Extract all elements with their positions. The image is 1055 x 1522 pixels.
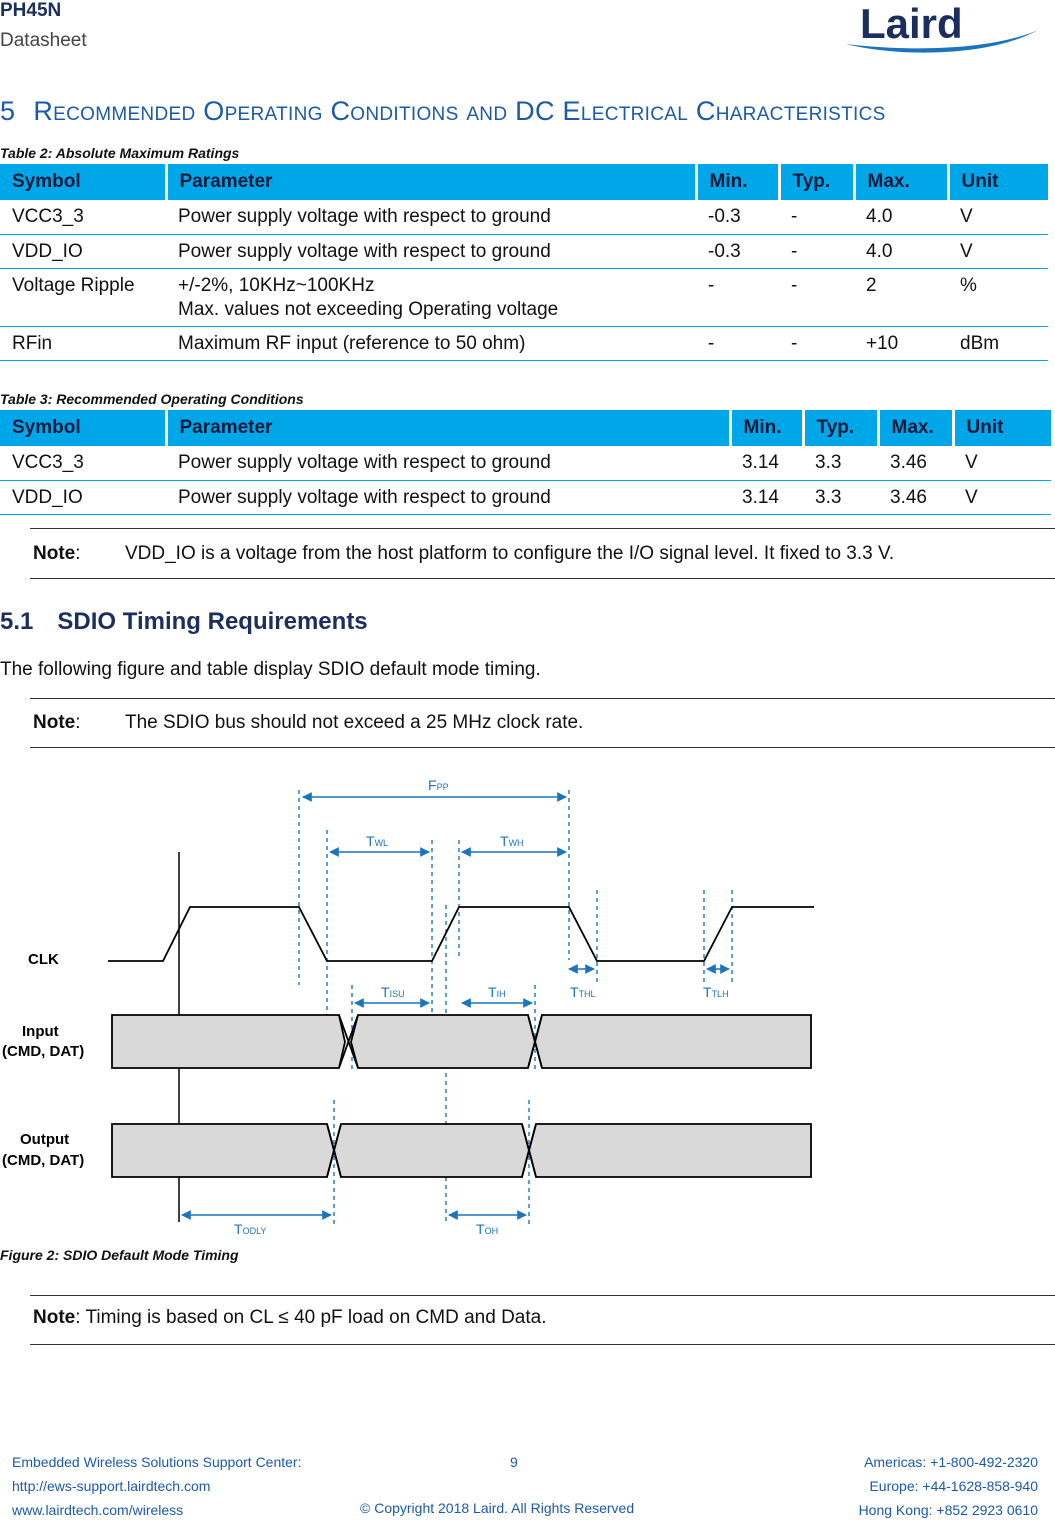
phone-europe: Europe: +44-1628-858-940 <box>869 1478 1038 1494</box>
intro-paragraph: The following figure and table display SDIO default mode timing. <box>0 659 541 680</box>
table-row: VDD_IO Power supply voltage with respect to ground 3.14 3.3 3.46 V <box>0 480 1051 514</box>
footer-left <box>12 1450 301 1522</box>
support-link[interactable]: http://ews-support.lairdtech.com <box>12 1478 211 1494</box>
signal-input: Input <box>22 1023 59 1040</box>
divider <box>30 747 1055 748</box>
col-typ: Typ. <box>803 410 878 446</box>
col-max: Max. <box>854 164 948 200</box>
document-type: Datasheet <box>0 30 87 51</box>
subsection-heading: 5.1 SDIO Timing Requirements <box>0 608 368 635</box>
signal-output-sub: (CMD, DAT) <box>2 1152 85 1169</box>
signal-clk: CLK <box>28 951 59 968</box>
col-min: Min. <box>696 164 779 200</box>
col-max: Max. <box>878 410 953 446</box>
footer-contacts <box>859 1450 1038 1522</box>
col-parameter: Parameter <box>166 164 696 200</box>
table-row: RFin Maximum RF input (reference to 50 ohm) - - +10 dBm <box>0 326 1048 360</box>
col-min: Min. <box>730 410 803 446</box>
col-parameter: Parameter <box>166 410 730 446</box>
label-tisu: TISU <box>381 984 405 1000</box>
figure-caption: Figure 2: SDIO Default Mode Timing <box>0 1247 239 1263</box>
sdio-timing-diagram <box>0 770 840 1240</box>
col-typ: Typ. <box>779 164 854 200</box>
table-row: VCC3_3 Power supply voltage with respect to ground -0.3 - 4.0 V <box>0 200 1048 234</box>
page-number: 9 <box>510 1454 518 1470</box>
label-fpp: FPP <box>428 777 449 793</box>
label-twh: TWH <box>500 833 524 849</box>
label-twl: TWL <box>366 833 389 849</box>
divider <box>30 1344 1055 1345</box>
divider <box>30 578 1055 579</box>
operating-conditions-table <box>0 410 1051 515</box>
copyright: © Copyright 2018 Laird. All Rights Reserved <box>360 1500 635 1516</box>
table-row: Voltage Ripple +/-2%, 10KHz~100KHz Max. values not exceeding Operating voltage - - 2 % <box>0 268 1048 326</box>
website-link[interactable]: www.lairdtech.com/wireless <box>12 1502 184 1518</box>
absolute-max-table <box>0 164 1048 361</box>
label-ttlh: TTLH <box>703 984 729 1000</box>
label-todly: TODLY <box>234 1221 267 1237</box>
support-center: Embedded Wireless Solutions Support Center: <box>12 1454 302 1470</box>
divider <box>30 698 1055 699</box>
label-tih: TIH <box>488 984 506 1000</box>
note-vddio: Note: VDD_IO is a voltage from the host platform to configure the I/O signal level. It fixed to 3.3 V. <box>33 543 895 564</box>
table2-caption: Table 2: Absolute Maximum Ratings <box>0 145 240 161</box>
divider <box>30 528 1055 529</box>
label-toh: TOH <box>476 1221 499 1237</box>
col-symbol: Symbol <box>0 164 166 200</box>
section-heading: 5 Recommended Operating Conditions and DC Electrical Characteristics <box>0 96 886 126</box>
table-header-row <box>0 410 1051 446</box>
logo-text: Laird <box>860 0 963 47</box>
table-header-row <box>0 164 1048 200</box>
table-row: VCC3_3 Power supply voltage with respect to ground 3.14 3.3 3.46 V <box>0 446 1051 480</box>
col-symbol: Symbol <box>0 410 166 446</box>
col-unit: Unit <box>953 410 1051 446</box>
table-row: VDD_IO Power supply voltage with respect to ground -0.3 - 4.0 V <box>0 234 1048 268</box>
note-load: Note: Timing is based on CL ≤ 40 pF load on CMD and Data. <box>33 1307 547 1328</box>
divider <box>30 1295 1055 1296</box>
laird-logo <box>842 0 1042 60</box>
product-name: PH45N <box>0 0 62 21</box>
label-tthl: TTHL <box>570 984 596 1000</box>
table3-caption: Table 3: Recommended Operating Conditions <box>0 391 304 407</box>
signal-output: Output <box>20 1131 70 1148</box>
phone-hongkong: Hong Kong: +852 2923 0610 <box>858 1502 1038 1518</box>
note-clock-rate: Note: The SDIO bus should not exceed a 25 MHz clock rate. <box>33 712 584 733</box>
signal-input-sub: (CMD, DAT) <box>2 1043 85 1060</box>
phone-americas: Americas: +1-800-492-2320 <box>864 1454 1038 1470</box>
col-unit: Unit <box>948 164 1048 200</box>
